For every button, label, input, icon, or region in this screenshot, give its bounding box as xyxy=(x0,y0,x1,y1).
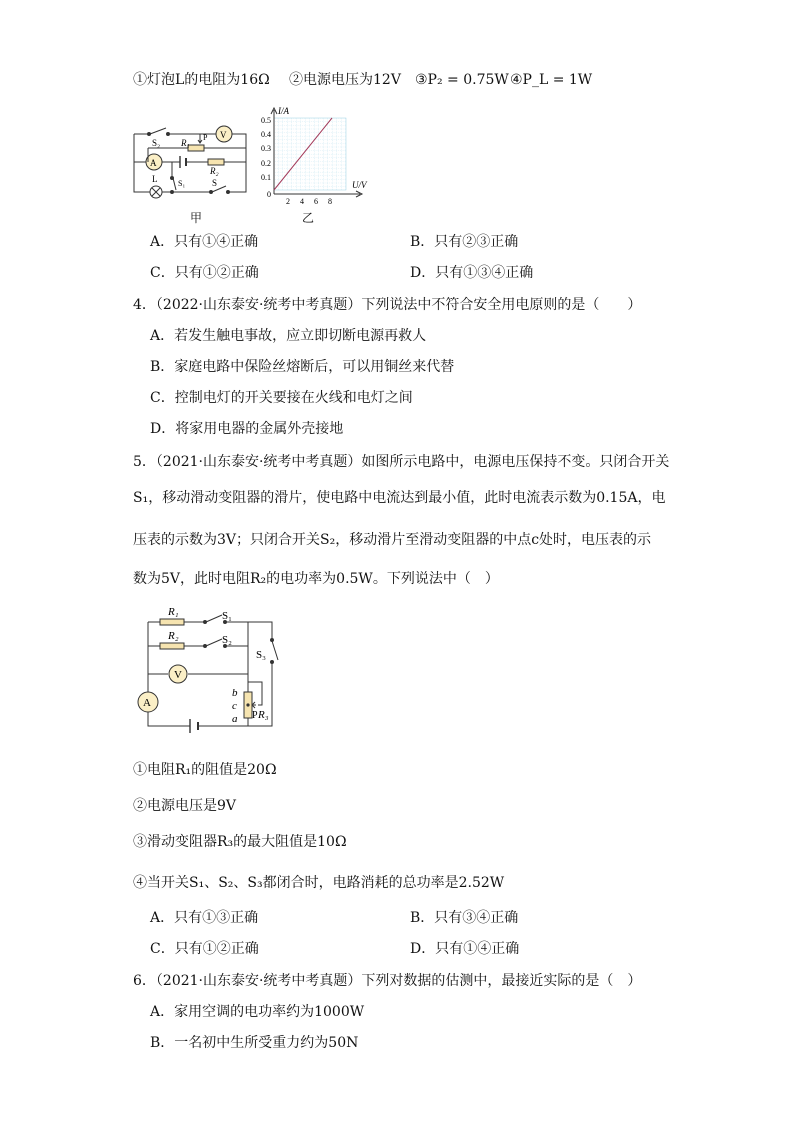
q3-iu-graph xyxy=(256,104,376,224)
q5-fig-a-label: A xyxy=(143,697,151,709)
q5-circuit-diagram xyxy=(130,602,290,742)
q4-option-a[interactable]: A．若发生触电事故，应立即切断电源再救人 xyxy=(150,328,427,344)
q4-option-b[interactable]: B．家庭电路中保险丝熔断后，可以用铜丝来代替 xyxy=(150,359,455,375)
q3-fig-a-a-label: A xyxy=(150,158,157,168)
q5-fig-a-end-label: a xyxy=(232,713,238,725)
q5-stem-line-2: S₁，移动滑动变阻器的滑片，使电路中电流达到最小值，此时电流表示数为0.15A，电 xyxy=(133,490,666,506)
q3-graph-xtick: 2 xyxy=(286,197,290,206)
q5-fig-s2-label: S₂ xyxy=(222,634,232,646)
q3-graph-xlabel: U/V xyxy=(352,180,367,190)
q3-fig-a-s1-label: S₁ xyxy=(178,179,186,188)
q3-fig-a-s2-label: S₂ xyxy=(152,138,161,148)
q5-fig-r1-label: R₁ xyxy=(168,606,179,618)
q5-stem-line-4: 数为5V，此时电阻R₂的电功率为0.5W。下列说法中（ ） xyxy=(133,571,499,587)
q3-graph-xtick: 8 xyxy=(328,197,332,206)
q3-graph-xtick: 4 xyxy=(300,197,304,206)
q6-option-b[interactable]: B．一名初中生所受重力约为50N xyxy=(150,1035,359,1051)
q3-option-a[interactable]: A．只有①④正确 xyxy=(150,234,259,250)
q3-statement-2: ②电源电压为12V xyxy=(289,72,401,88)
q3-graph-ytick: 0.1 xyxy=(261,173,271,182)
q3-graph-ytick: 0.3 xyxy=(261,144,271,153)
q5-option-c[interactable]: C．只有①②正确 xyxy=(150,941,259,957)
q5-option-a[interactable]: A．只有①③正确 xyxy=(150,910,259,926)
q3-statement-1: ①灯泡L的电阻为16Ω xyxy=(133,72,270,88)
q3-fig-a-caption: 甲 xyxy=(190,211,203,225)
q3-fig-a-r2-label: R₂ xyxy=(210,166,219,176)
q3-fig-a-v-label: V xyxy=(220,130,227,140)
q5-fig-p-label: P xyxy=(252,710,258,721)
q5-option-b[interactable]: B．只有③④正确 xyxy=(410,910,519,926)
q5-fig-v-label: V xyxy=(174,669,182,681)
q5-statement-2: ②电源电压是9V xyxy=(133,798,237,814)
q3-graph-ytick: 0.5 xyxy=(261,116,271,125)
q5-stem-line-3: 压表的示数为3V；只闭合开关S₂，移动滑片至滑动变阻器的中点c处时，电压表的示 xyxy=(133,532,652,548)
q5-fig-b-label: b xyxy=(232,687,238,699)
q5-statement-4: ④当开关S₁、S₂、S₃都闭合时，电路消耗的总功率是2.52W xyxy=(133,875,505,891)
q4-stem: 4．（2022·山东泰安·统考中考真题）下列说法中不符合安全用电原则的是（ ） xyxy=(133,297,642,313)
q3-option-c[interactable]: C．只有①②正确 xyxy=(150,265,259,281)
q5-fig-r3-label: R₃ xyxy=(258,709,269,721)
q3-fig-a-l-label: L xyxy=(152,174,158,184)
q6-stem: 6．（2021·山东泰安·统考中考真题）下列对数据的估测中，最接近实际的是（ ） xyxy=(133,973,642,989)
q3-graph-ylabel: I/A xyxy=(278,106,289,116)
q5-statement-1: ①电阻R₁的阻值是20Ω xyxy=(133,762,277,778)
q3-option-b[interactable]: B．只有②③正确 xyxy=(410,234,519,250)
q3-graph-ytick: 0.4 xyxy=(261,130,271,139)
q4-option-d[interactable]: D．将家用电器的金属外壳接地 xyxy=(150,421,344,437)
q5-option-d[interactable]: D．只有①④正确 xyxy=(410,941,520,957)
q5-stem-line-1: 5．（2021·山东泰安·统考中考真题）如图所示电路中，电源电压保持不变。只闭合开关 xyxy=(133,454,670,470)
q3-statement-4: ④P_L = 1W xyxy=(510,72,593,88)
q3-graph-ytick: 0.2 xyxy=(261,159,271,168)
q3-option-d[interactable]: D．只有①③④正确 xyxy=(410,265,534,281)
q5-fig-r2-label: R₂ xyxy=(168,630,179,642)
q3-fig-a-s-label: S xyxy=(212,178,218,188)
q6-option-a[interactable]: A．家用空调的电功率约为1000W xyxy=(150,1004,365,1020)
q5-fig-s3-label: S₃ xyxy=(256,649,266,661)
q3-fig-a-p-label: P xyxy=(203,133,208,142)
q4-option-c[interactable]: C．控制电灯的开关要接在火线和电灯之间 xyxy=(150,390,413,406)
q3-graph-xtick: 6 xyxy=(314,197,318,206)
q5-fig-c-label: c xyxy=(232,700,237,712)
q3-fig-a-r1-label: R₁ xyxy=(181,138,190,148)
q5-fig-s1-label: S₁ xyxy=(222,610,232,622)
q3-graph-ytick: 0 xyxy=(267,190,271,199)
q3-fig-b-caption: 乙 xyxy=(302,211,315,225)
q3-statement-3: ③P₂ = 0.75W xyxy=(415,72,509,88)
q5-statement-3: ③滑动变阻器R₃的最大阻值是10Ω xyxy=(133,834,347,850)
